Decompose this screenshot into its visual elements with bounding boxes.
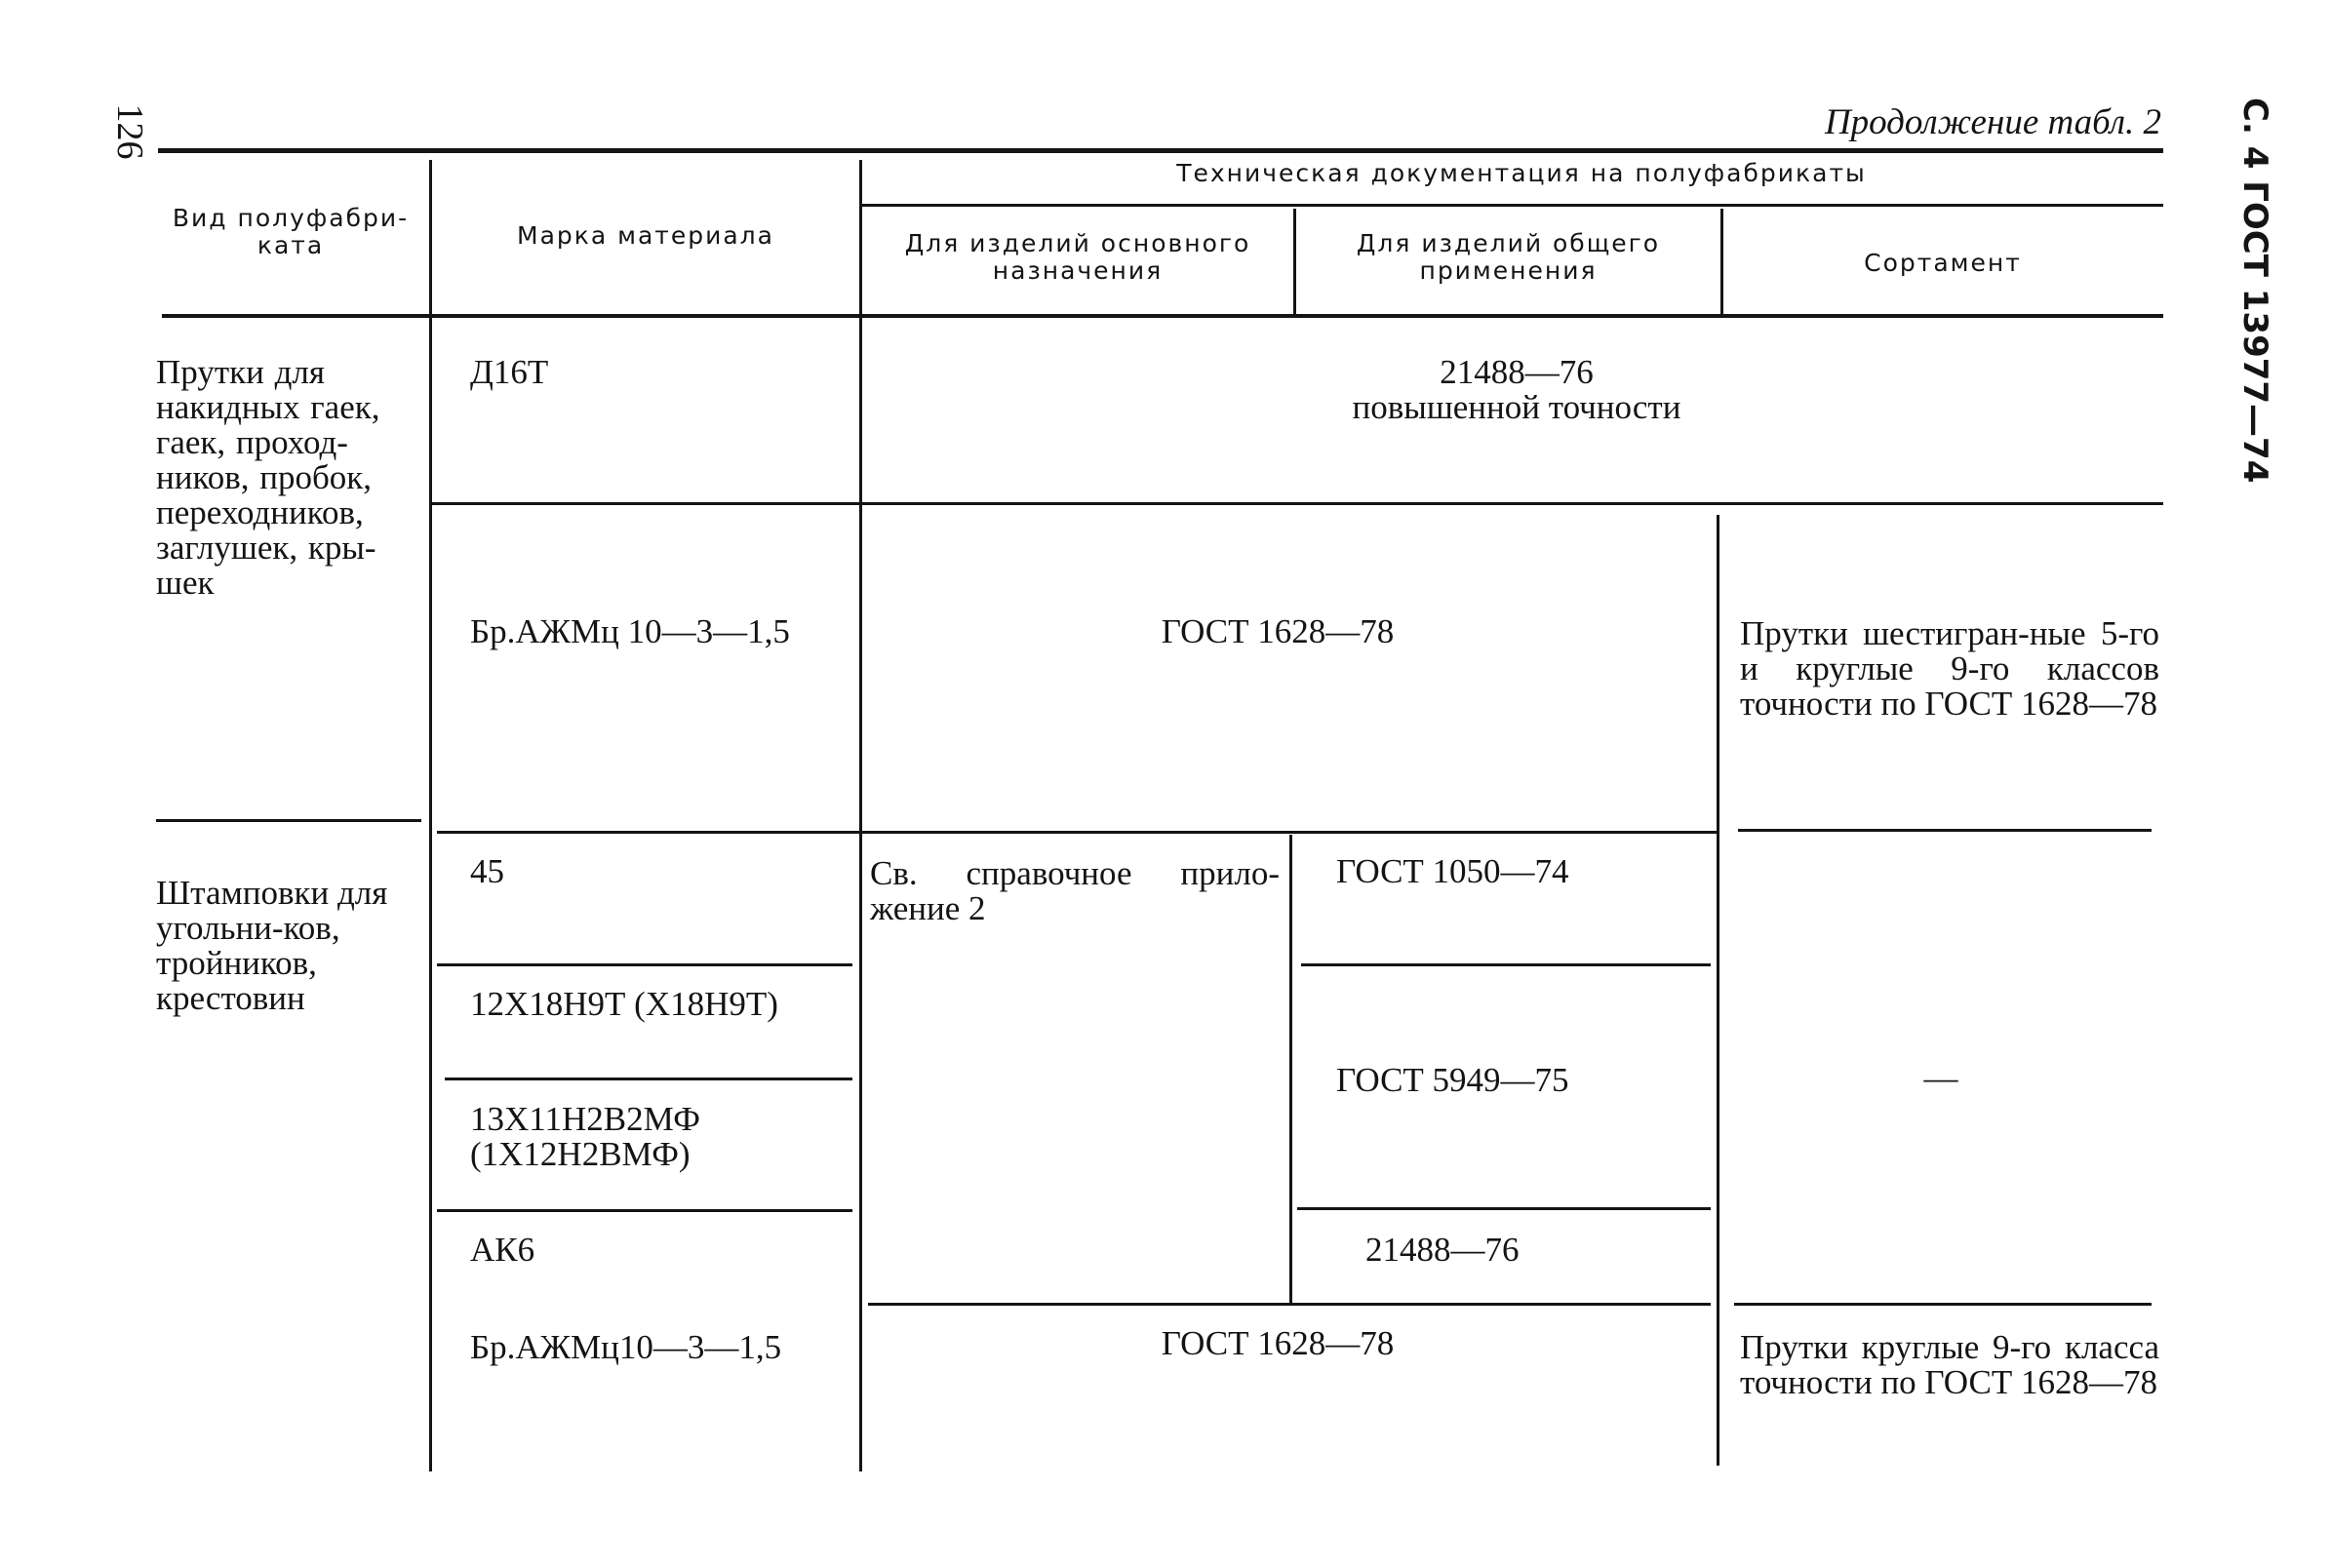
group2-row4-general: 21488—76: [1365, 1231, 1520, 1269]
row-rule-last: [868, 1303, 1711, 1306]
group1-row1-doc: 21488—76 повышенной точности: [1352, 353, 1681, 426]
header-tech-documentation: Техническая документация на полуфабрикаты: [1176, 159, 1867, 187]
group2-product-type: Штамповки для угольни-ков, тройников, крестовин: [156, 874, 388, 1017]
group2-last-doc: ГОСТ 1628—78: [1161, 1324, 1395, 1362]
col-line-1: [429, 160, 432, 1471]
header-bottom-rule: [162, 314, 2163, 318]
group1-row2-doc: ГОСТ 1628—78: [1161, 612, 1395, 650]
group2-last-assortment: Прутки круглые 9-го класса точности по ГОСТ 1628—78: [1740, 1328, 2159, 1401]
row-rule-1: [432, 502, 2163, 505]
header-general-use: Для изделий общего применения: [1356, 229, 1661, 285]
group2-last-material: Бр.АЖМц10—3—1,5: [470, 1328, 782, 1366]
group2-main-purpose: Св. справочное прило-жение 2: [870, 854, 1280, 927]
general-rule-b: [1297, 1207, 1711, 1210]
group2-row3-general: ГОСТ 5949—75: [1336, 1061, 1569, 1099]
material-rule-b: [445, 1078, 852, 1080]
header-assortment: Сортамент: [1864, 249, 2022, 277]
row-rule-2: [437, 831, 1717, 834]
group2-row2-material: 12Х18Н9Т (Х18Н9Т): [470, 985, 778, 1023]
header-main-purpose: Для изделий основного назначения: [904, 229, 1251, 285]
group2-row1-general: ГОСТ 1050—74: [1336, 852, 1569, 890]
col-line-2: [859, 160, 862, 1471]
row-rule-last-right: [1734, 1303, 2152, 1306]
row-rule-2-right: [1738, 829, 2152, 832]
group1-row1-material: Д16Т: [470, 353, 549, 391]
group2-row4-material: АК6: [470, 1231, 535, 1269]
header-product-type: Вид полуфабри- ката: [172, 204, 410, 259]
group-divider-left: [156, 819, 421, 822]
table-top-rule: [158, 148, 2163, 153]
col-line-3-body: [1289, 835, 1292, 1303]
group2-row1-material: 45: [470, 852, 504, 890]
material-rule-c: [437, 1209, 852, 1212]
material-rule-a: [437, 963, 852, 966]
col-line-4-body: [1717, 515, 1719, 1466]
header-material-grade: Марка материала: [517, 221, 774, 250]
group1-product-type: Прутки для накидных гаек, гаек, проход-ников, пробок, переходников, заглушек, кры-шек: [156, 353, 380, 602]
page-number: 126: [109, 103, 150, 160]
group1-row2-assortment: Прутки шестигран-ные 5-го и круглые 9-го классов точности по ГОСТ 1628—78: [1740, 614, 2159, 723]
general-rule-a: [1301, 963, 1711, 966]
group2-row3-material: 13Х11Н2В2МФ (1Х12Н2ВМФ): [470, 1100, 700, 1173]
group2-assortment-dash: —: [1923, 1059, 1958, 1097]
document-side-label: С. 4 ГОСТ 13977—74: [2235, 98, 2274, 484]
tech-doc-rule: [862, 204, 2163, 207]
continuation-caption: Продолжение табл. 2: [1824, 102, 2161, 142]
group1-row2-material: Бр.АЖМц 10—3—1,5: [470, 612, 790, 650]
